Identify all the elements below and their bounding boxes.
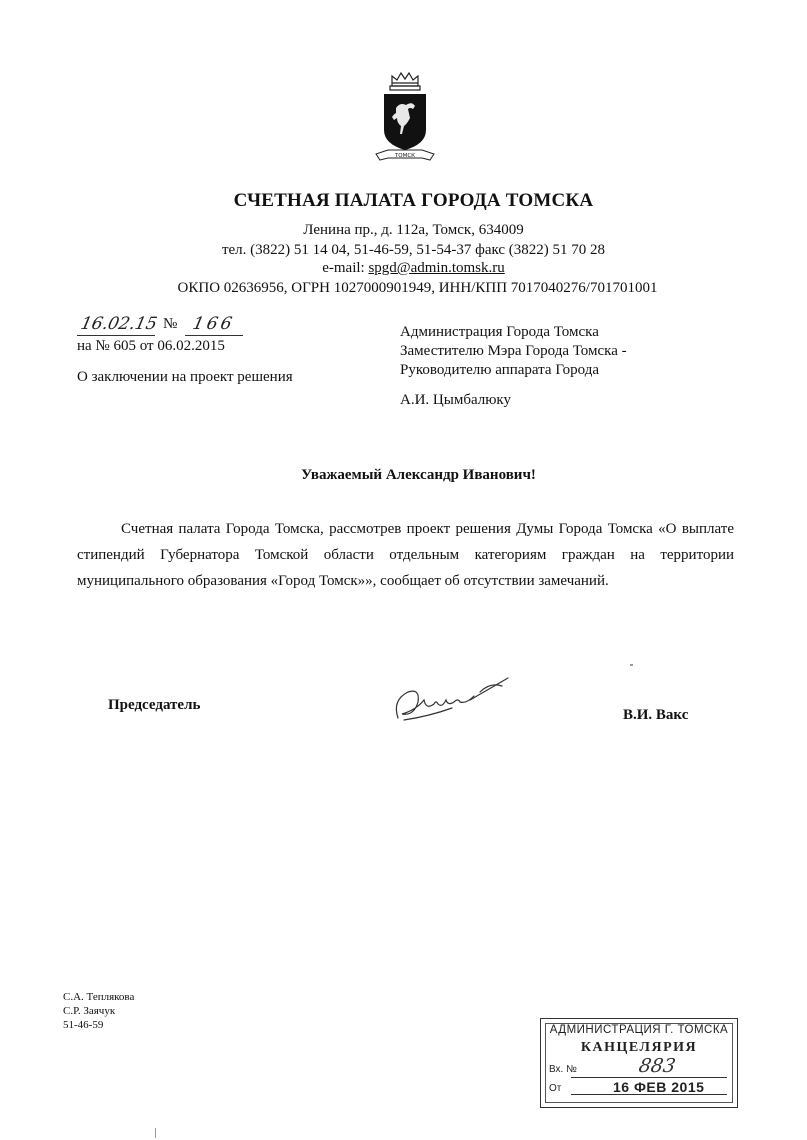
recipient-organization: Администрация Города Томска [400, 324, 599, 340]
stamp-incoming-number: 883 [637, 1055, 678, 1077]
number-underline [185, 335, 243, 336]
email-link[interactable]: spgd@admin.tomsk.ru [368, 260, 505, 276]
signature-icon [390, 670, 520, 730]
stamp-incoming-label: Вх. № [549, 1064, 577, 1075]
organization-email-line [0, 259, 807, 277]
signatory-name: В.И. Вакс [623, 707, 689, 723]
stamp-authority: АДМИНИСТРАЦИЯ Г. ТОМСКА [549, 1024, 729, 1036]
scan-speck [630, 664, 633, 666]
registration-stamp [540, 1018, 738, 1108]
outgoing-reference [77, 314, 247, 338]
recipient-name: А.И. Цымбалюку [400, 392, 512, 408]
email-label: e-mail: [322, 260, 365, 276]
signatory-title: Председатель [108, 697, 201, 713]
stamp-date-label: От [549, 1083, 562, 1094]
outgoing-number-label: № [163, 316, 178, 332]
in-reply-reference: на № 605 от 06.02.2015 [77, 338, 225, 354]
coat-of-arms-icon [370, 68, 440, 166]
letter-body: Счетная палата Города Томска, рассмотрев проект решения Думы Города Томска «О выплате стипендий Губернатора Томской области отдельным категориям граждан на территории муниципального образования «Город Томск»», сообщает об отсутствии замечаний. [77, 521, 734, 589]
recipient-position-line1: Заместителю Мэра Города Томска - [400, 343, 627, 359]
salutation: Уважаемый Александр Иванович! [301, 467, 536, 483]
letter-subject: О заключении на проект решения [77, 369, 293, 385]
executor-1: С.А. Теплякова [63, 991, 135, 1003]
outgoing-date: 16.02.15 [78, 314, 159, 334]
organization-title: СЧЕТНАЯ ПАЛАТА ГОРОДА ТОМСКА [233, 190, 594, 211]
executor-phone: 51-46-59 [63, 1019, 104, 1031]
outgoing-number: 166 [190, 314, 237, 334]
date-underline [77, 335, 155, 336]
executor-2: С.Р. Заячук [63, 1005, 116, 1017]
recipient-position-line2: Руководителю аппарата Города [400, 362, 600, 378]
stamp-date: 16 ФЕВ 2015 [613, 1079, 705, 1095]
organization-phones: тел. (3822) 51 14 04, 51-46-59, 51-54-37 факс (3822) 51 70 28 [221, 242, 606, 258]
stamp-incoming-line [571, 1077, 727, 1078]
stamp-office: КАНЦЕЛЯРИЯ [580, 1040, 698, 1055]
organization-codes: ОКПО 02636956, ОГРН 1027000901949, ИНН/КПП 7017040276/701701001 [177, 280, 658, 296]
organization-address: Ленина пр., д. 112а, Томск, 634009 [303, 222, 524, 238]
scan-speck [155, 1128, 156, 1138]
crest-caption: ТОМСК [394, 153, 416, 159]
